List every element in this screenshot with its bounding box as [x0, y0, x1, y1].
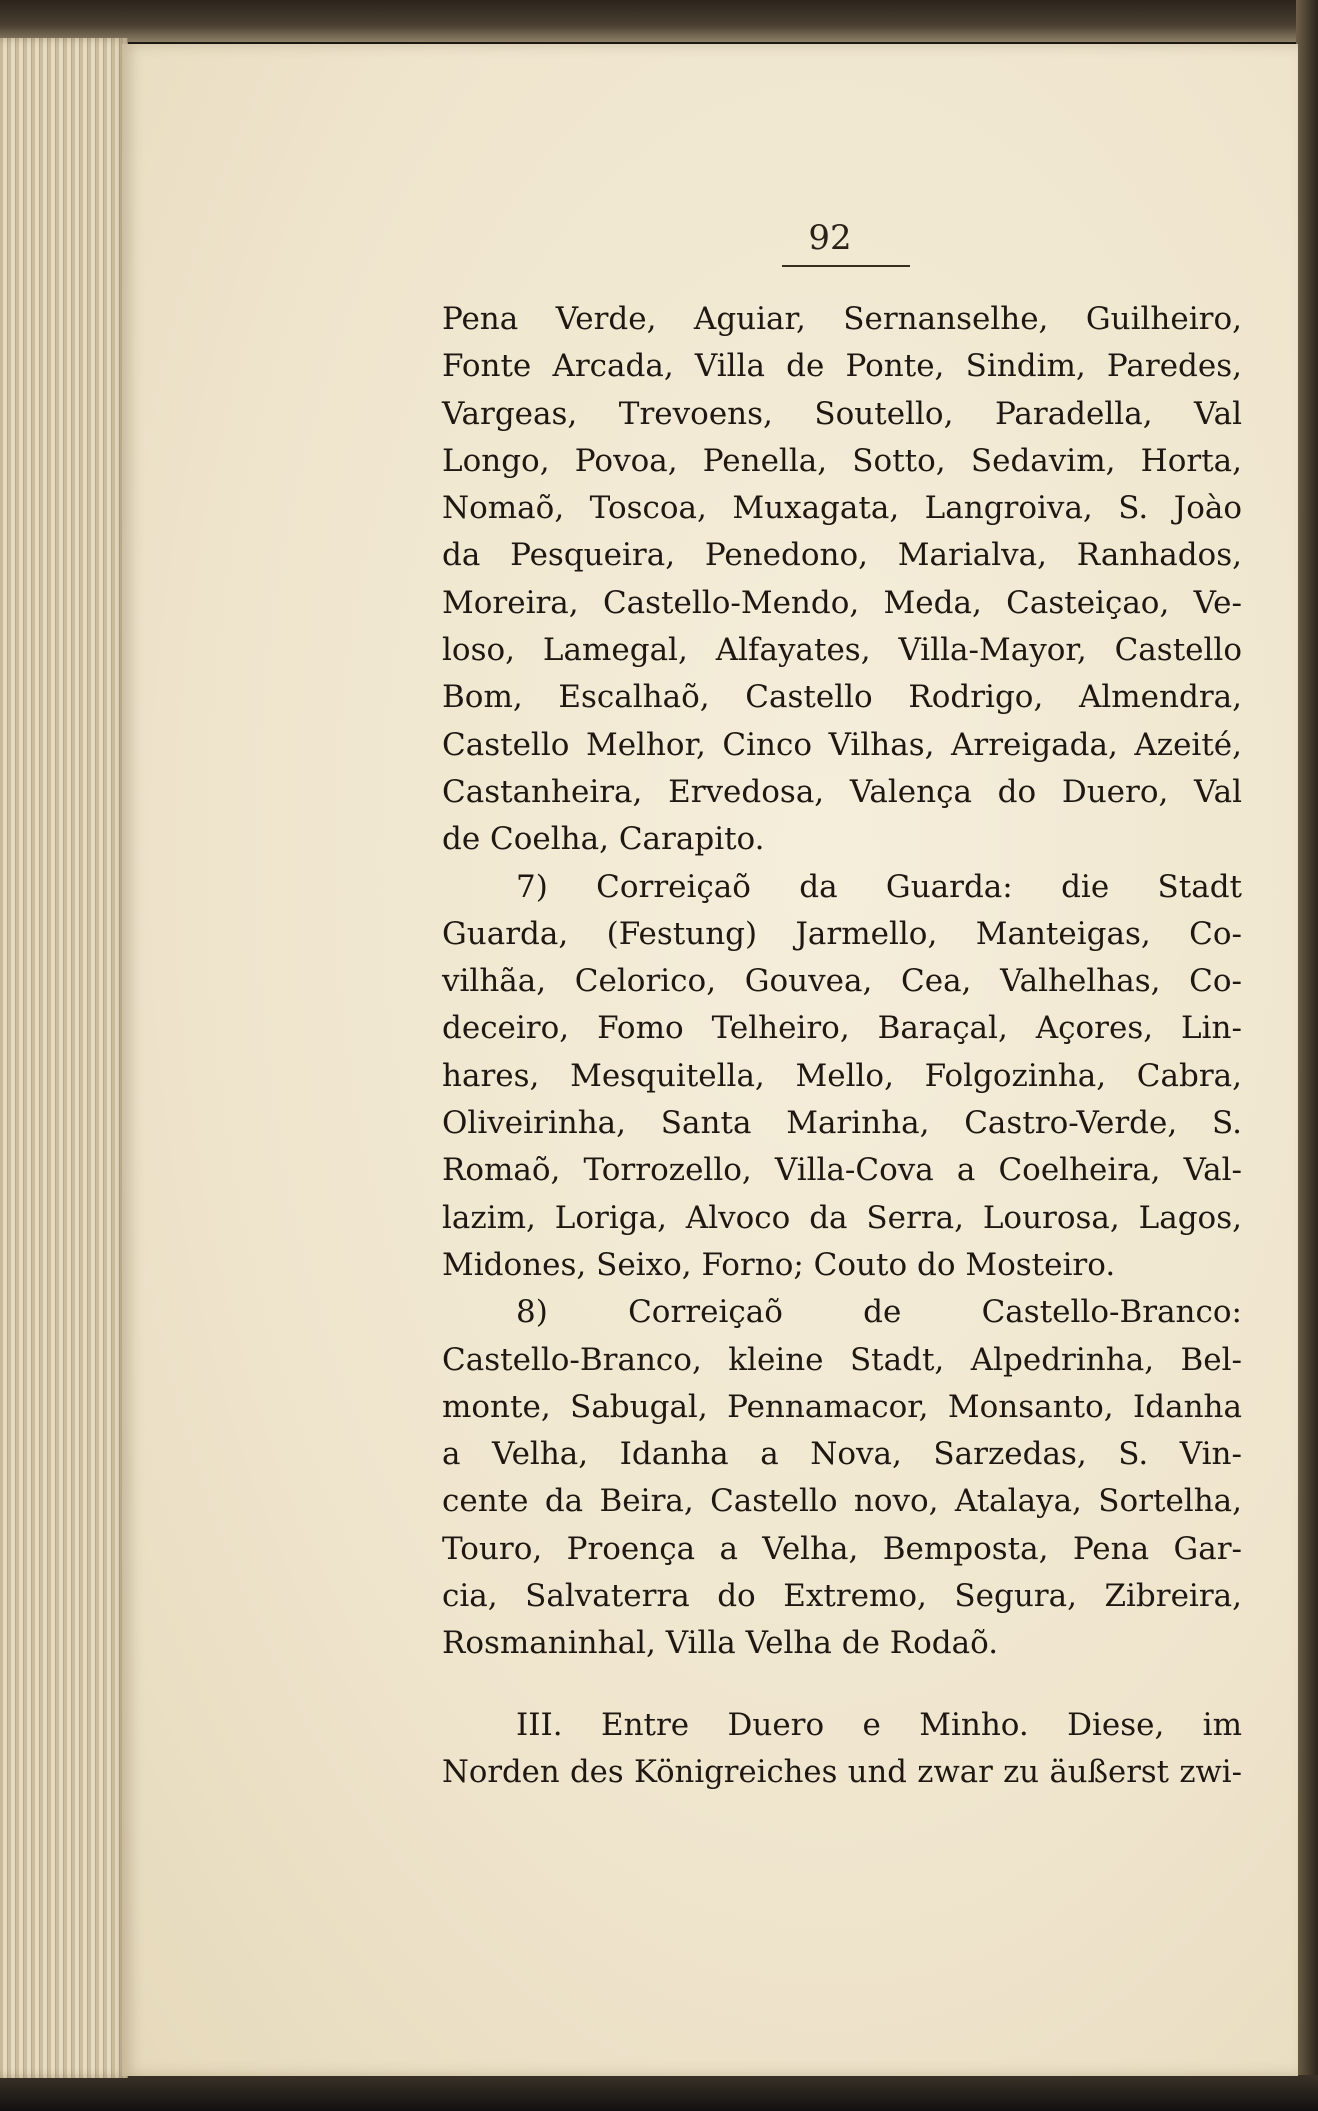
text-line: Vargeas, Trevoens, Soutello, Paradella, Val — [442, 395, 1242, 432]
text-line: Moreira, Castello-Mendo, Meda, Casteiçao, Ve- — [442, 584, 1242, 621]
text-line: Castello-Branco, kleine Stadt, Alpedrinha, Bel- — [442, 1341, 1242, 1378]
page-number-rule — [782, 265, 910, 267]
text-line: a Velha, Idanha a Nova, Sarzedas, S. Vin- — [442, 1436, 1242, 1473]
text-line: Longo, Povoa, Penella, Sotto, Sedavim, Horta, — [442, 442, 1242, 479]
text-line: vilhãa, Celorico, Gouvea, Cea, Valhelhas, Co- — [442, 963, 1242, 1000]
chapter-heading-line: III. Entre Duero e Minho. Diese, im — [516, 1706, 1242, 1743]
text-line: cia, Salvaterra do Extremo, Segura, Zibreira, — [442, 1578, 1242, 1615]
text-line: Nomaõ, Toscoa, Muxagata, Langroiva, S. Joào — [442, 490, 1242, 527]
scan-right-edge — [1296, 0, 1318, 2111]
text-line: da Pesqueira, Penedono, Marialva, Ranhados, — [442, 537, 1242, 574]
scan-bottom-edge — [0, 2075, 1318, 2111]
text-line: Midones, Seixo, Forno; Couto do Mosteiro. — [442, 1246, 1116, 1283]
text-line: loso, Lamegal, Alfayates, Villa-Mayor, Castello — [442, 632, 1242, 669]
text-line: Oliveirinha, Santa Marinha, Castro-Verde, S. — [442, 1105, 1242, 1142]
page-body-text — [442, 296, 1242, 1796]
text-line: Romaõ, Torrozello, Villa-Cova a Coelheira, Val- — [442, 1152, 1242, 1189]
section-heading-line: 7) Correiçaõ da Guarda: die Stadt — [516, 868, 1242, 905]
text-line: deceiro, Fomo Telheiro, Baraçal, Açores, Lin- — [442, 1010, 1242, 1047]
text-line: Guarda, (Festung) Jarmello, Manteigas, Co- — [442, 915, 1242, 952]
text-line: Norden des Königreiches und zwar zu äußerst zwi- — [442, 1753, 1242, 1790]
text-line: Rosmaninhal, Villa Velha de Rodaõ. — [442, 1625, 999, 1662]
page-number: 92 — [808, 218, 852, 258]
text-line: hares, Mesquitella, Mello, Folgozinha, Cabra, — [442, 1057, 1242, 1094]
text-line: Bom, Escalhaõ, Castello Rodrigo, Almendra, — [442, 679, 1242, 716]
text-line: Castello Melhor, Cinco Vilhas, Arreigada, Azeité, — [442, 726, 1242, 763]
text-line: Castanheira, Ervedosa, Valença do Duero, Val — [442, 773, 1242, 810]
text-line: Fonte Arcada, Villa de Ponte, Sindim, Paredes, — [442, 348, 1242, 385]
text-line: Touro, Proença a Velha, Bemposta, Pena Gar- — [442, 1530, 1242, 1567]
book-fore-edge — [0, 38, 128, 2078]
section-heading-line: 8) Correiçaõ de Castello-Branco: — [516, 1294, 1242, 1331]
text-line: cente da Beira, Castello novo, Atalaya, Sortelha, — [442, 1483, 1242, 1520]
paragraph-gap — [442, 1668, 1242, 1694]
text-line: Pena Verde, Aguiar, Sernanselhe, Guilheiro, — [442, 301, 1242, 337]
text-line: de Coelha, Carapito. — [442, 821, 765, 858]
scan-top-edge — [0, 0, 1318, 42]
text-line: monte, Sabugal, Pennamacor, Monsanto, Idanha — [442, 1388, 1242, 1425]
text-line: lazim, Loriga, Alvoco da Serra, Lourosa, Lagos, — [442, 1199, 1242, 1236]
